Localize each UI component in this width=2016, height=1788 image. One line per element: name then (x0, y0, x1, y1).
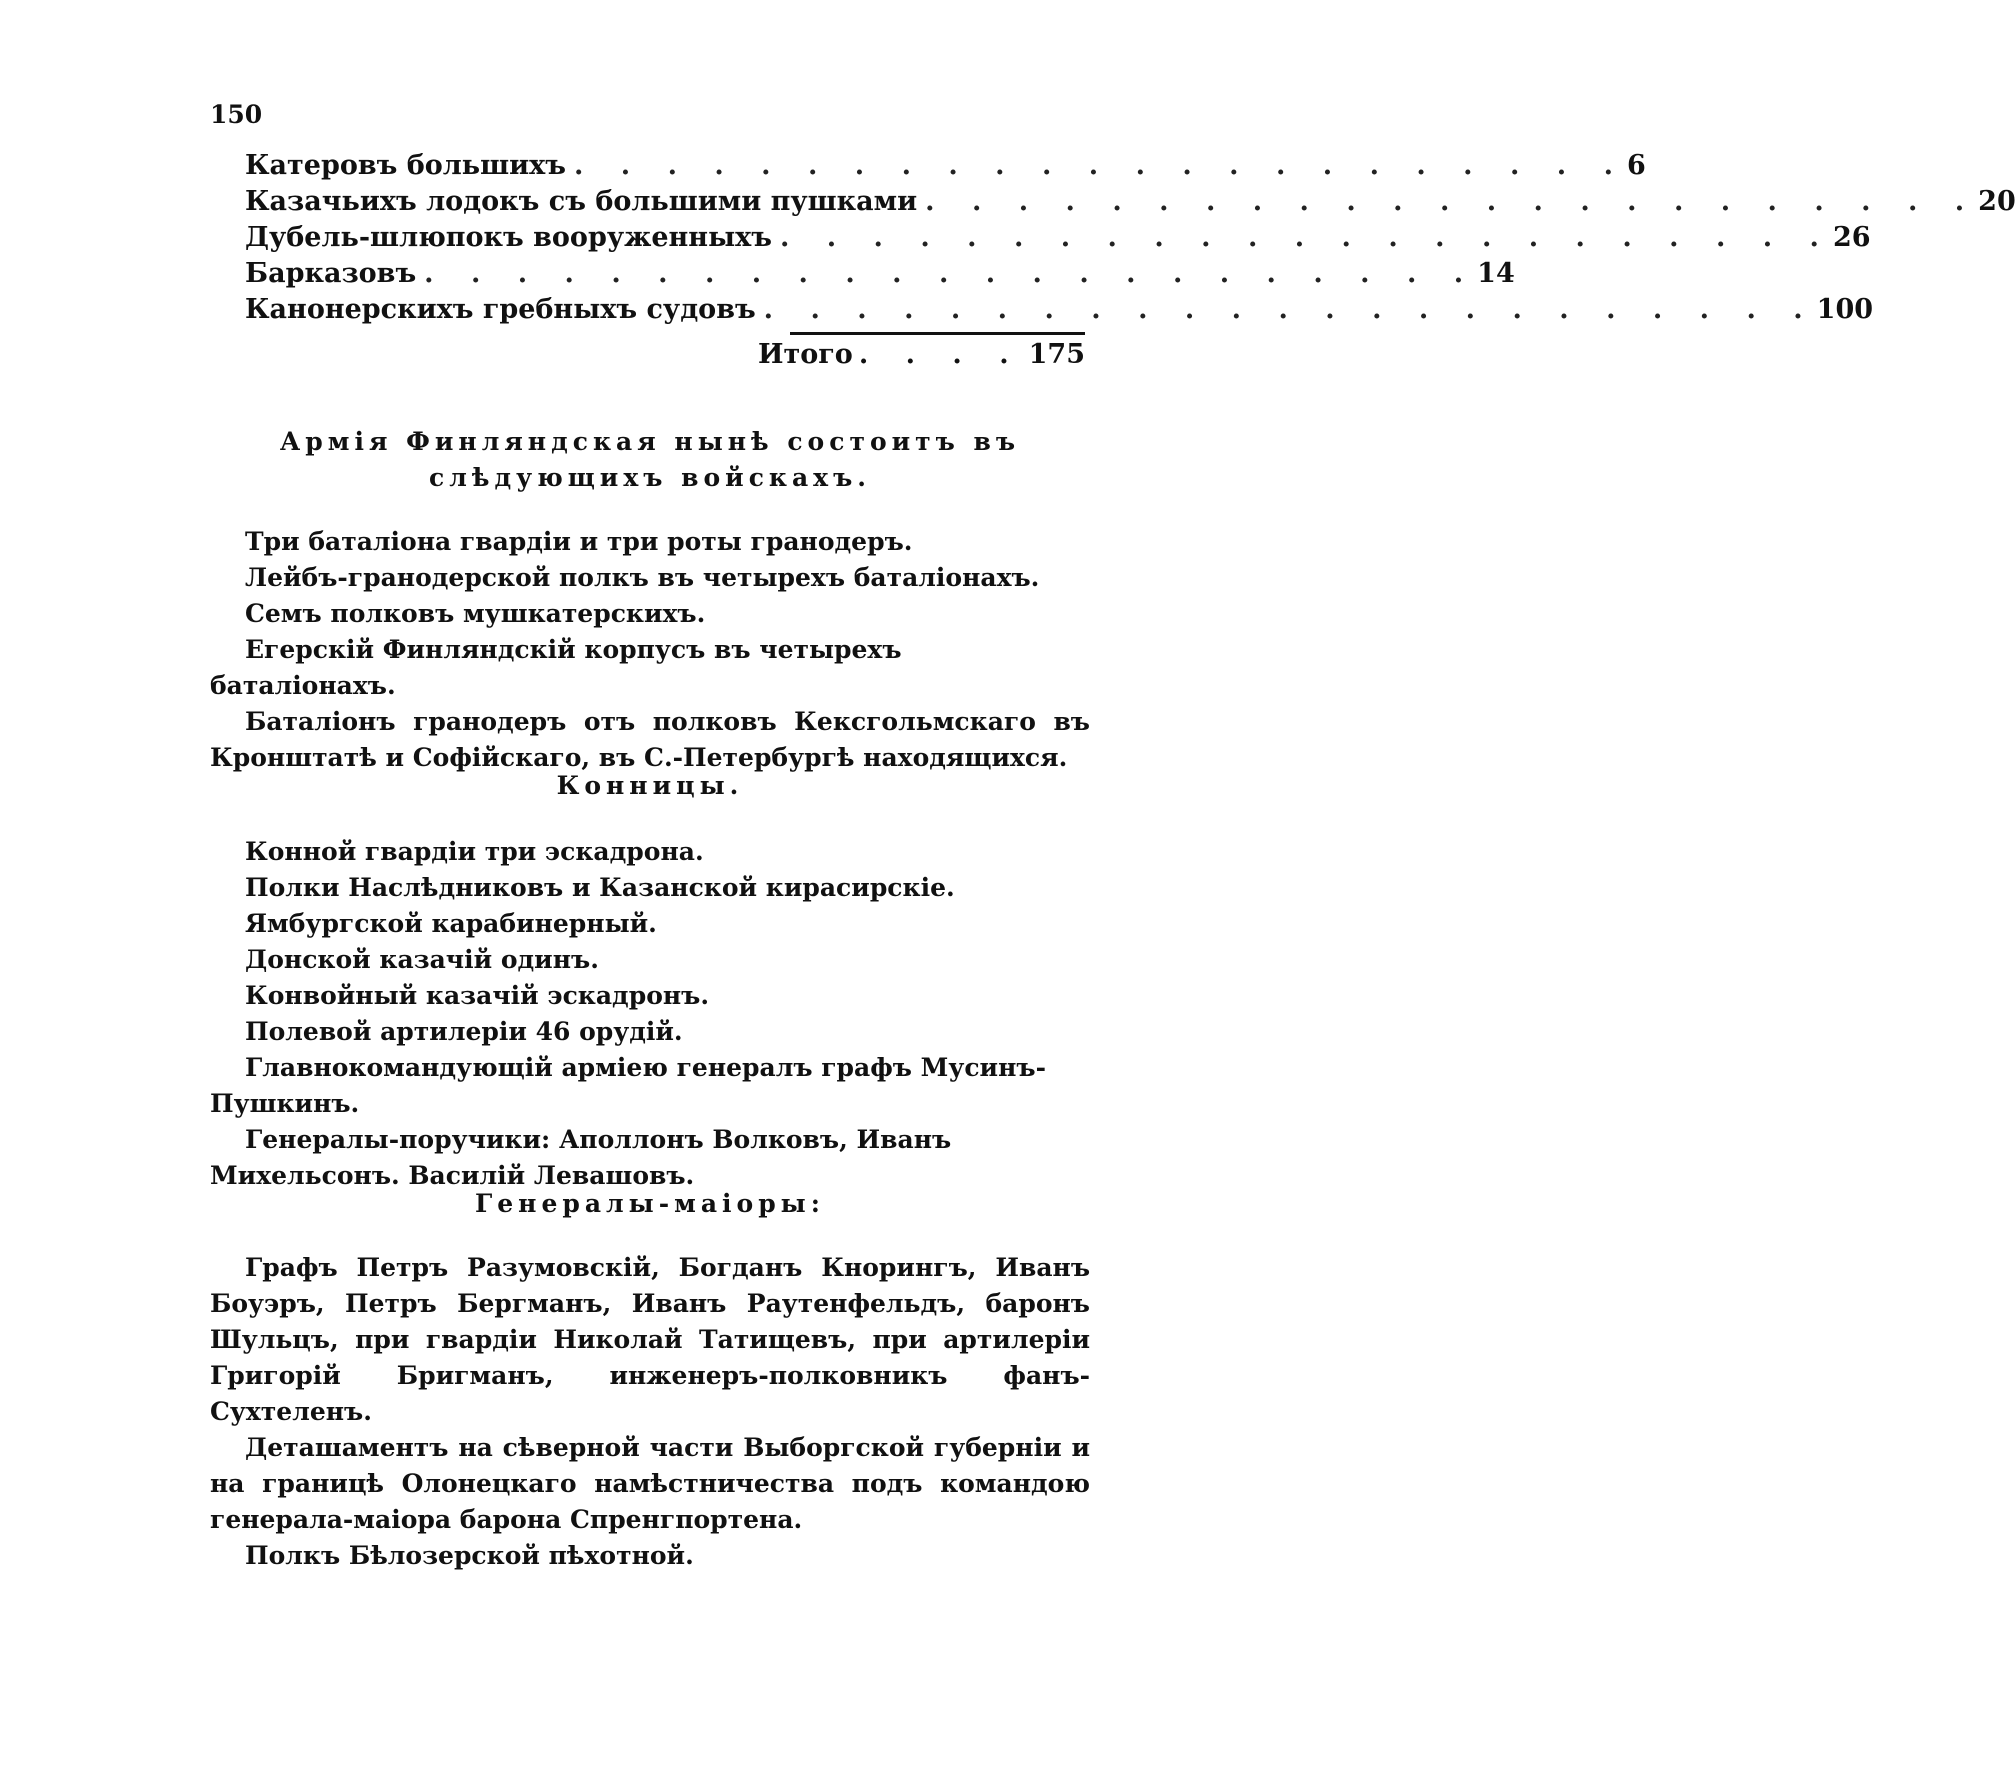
list-item: Семъ полковъ мушкатерскихъ. (245, 599, 706, 628)
row-value: 6 (1626, 150, 1646, 181)
page-number: 150 (210, 100, 263, 129)
paragraph: Полкъ Бѣлозерской пѣхотной. (245, 1541, 694, 1570)
row-value: 20 (1978, 186, 2016, 217)
generals-section (210, 1250, 1090, 1574)
table-row (245, 150, 1646, 186)
row-label: Казачьихъ лодокъ съ большими пушками (245, 186, 918, 217)
row-value: 26 (1832, 222, 1871, 253)
leader-dots: . . . . . . . . . . . . . . . . . . . . . . . (763, 294, 1817, 325)
row-label: Канонерскихъ гребныхъ судовъ (245, 294, 756, 325)
total-label: Итого (758, 339, 853, 370)
row-value: 14 (1477, 258, 1515, 289)
table-row (245, 258, 1515, 294)
row-value: 100 (1816, 294, 1874, 325)
total-row (245, 339, 1085, 379)
cavalry-heading: Конницы. (556, 771, 744, 800)
cavalry-list (210, 834, 1090, 1194)
leader-dots: . . . . . . . . . . . . . . . . . . . . . . . (424, 258, 1478, 289)
list-item: Егерскій Финляндскій корпусъ въ четырехъ баталіонахъ. (210, 635, 902, 700)
list-item: Три баталіона гвардіи и три роты гранодеръ. (245, 527, 913, 556)
row-label: Барказовъ (245, 258, 417, 289)
list-item: Конной гвардіи три эскадрона. (245, 837, 704, 866)
list-item: Лейбъ-гранодерской полкъ въ четырехъ баталіонахъ. (245, 563, 1040, 592)
leader-dots: . . . . . . . . . . . . . . . . . . . . . . . (779, 222, 1833, 253)
leader-dots: . . . . . . . . . . . . . . . . . . . . . . . (573, 150, 1627, 181)
list-item: Ямбургской карабинерный. (245, 909, 657, 938)
list-item: Полки Наслѣдниковъ и Казанской кирасирскіе. (245, 873, 955, 902)
row-label: Дубель-шлюпокъ вооруженныхъ (245, 222, 772, 253)
list-item: Конвойный казачій эскадронъ. (245, 981, 710, 1010)
army-list (210, 524, 1090, 776)
leader-dots: . . . . . . . . . . . . . . . . . . . . . . . (925, 186, 1979, 217)
table-row (245, 222, 1871, 258)
total-rule (790, 332, 1085, 335)
paragraph: Деташаментъ на сѣверной части Выборгской губерніи и на границѣ Олонецкаго намѣстничества подъ командою генерала-маіора барона Спренгпортена. (210, 1433, 1090, 1534)
army-heading: Армія Финляндская нынѣ состоитъ въ слѣдующихъ войскахъ. (279, 427, 1021, 492)
list-item: Полевой артилеріи 46 орудій. (245, 1017, 683, 1046)
table-row (245, 294, 1874, 330)
list-item: Донской казачій одинъ. (245, 945, 599, 974)
list-item: Главнокомандующій арміею генералъ графъ Мусинъ-Пушкинъ. (210, 1053, 1046, 1118)
leader-dots: . . . . (858, 339, 1023, 370)
list-item: Генералы-поручики: Аполлонъ Волковъ, Иванъ Михельсонъ. Василій Левашовъ. (210, 1125, 952, 1190)
paragraph: Графъ Петръ Разумовскій, Богданъ Кнорингъ, Иванъ Боуэръ, Петръ Бергманъ, Иванъ Раутенфельдъ, баронъ Шульцъ, при гвардіи Николай Татищевъ, при артилеріи Григорій Бригманъ, инженеръ-полковникъ фанъ-Сухтеленъ. (210, 1253, 1090, 1426)
table-row (245, 186, 2016, 222)
list-item: Баталіонъ гранодеръ отъ полковъ Кексгольмскаго въ Кронштатѣ и Софійскаго, въ С.-Петербургѣ находящихся. (210, 707, 1090, 772)
row-label: Катеровъ большихъ (245, 150, 566, 181)
vessel-table (245, 150, 2016, 379)
total-value: 175 (1028, 339, 1085, 370)
generals-heading: Генералы-маіоры: (475, 1189, 825, 1218)
